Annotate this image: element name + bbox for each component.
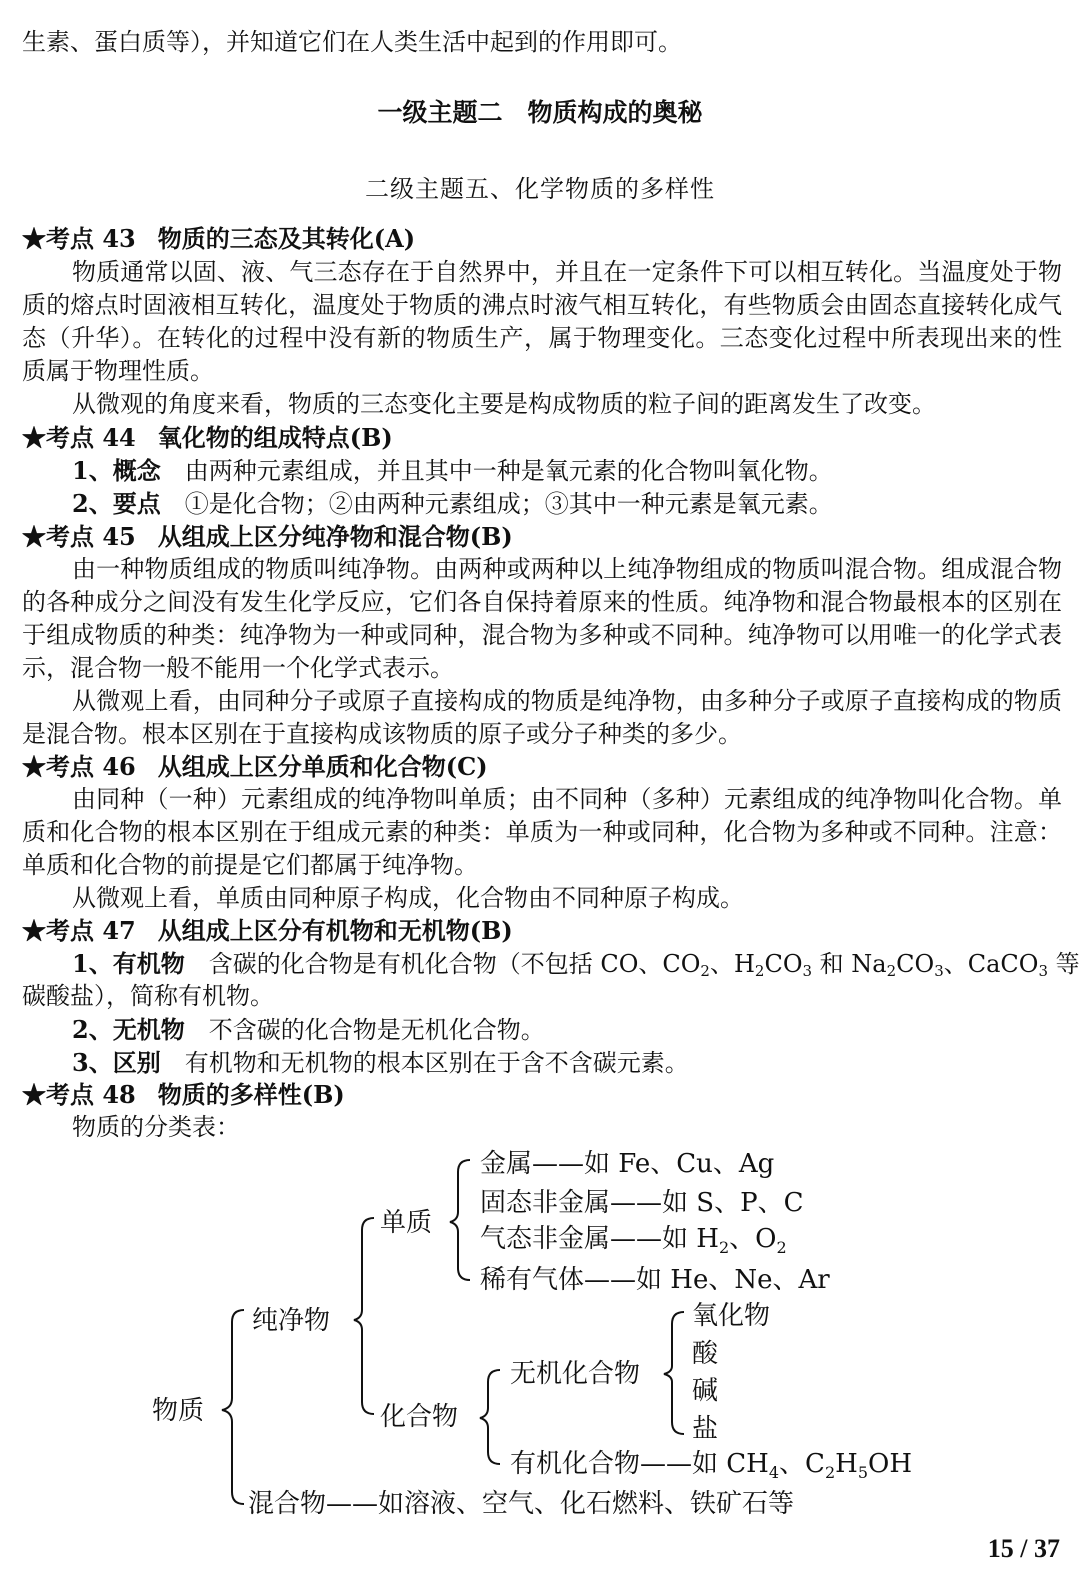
- kp47-sub: 2: [700, 962, 710, 980]
- tree-organic-c: H: [835, 1449, 858, 1479]
- kp44-item-1: [22, 454, 1080, 488]
- kp44-label: ★考点 44: [22, 423, 136, 452]
- tree-pure: 纯净物: [252, 1306, 331, 1336]
- kp47-item-3-head: 3、区别: [72, 1048, 161, 1077]
- kp43-title: 物质的三态及其转化(A): [157, 224, 416, 253]
- classification-tree: [0, 1140, 1080, 1550]
- kp46-paragraph-1: 由同种（一种）元素组成的纯净物叫单质；由不同种（多种）元素组成的纯净物叫化合物。单质和化合物的根本区别在于组成元素的种类：单质为一种或同种，化合物为多种或不同种。注意：单质和化合物的前提是它们都属于纯净物。: [22, 785, 1062, 879]
- kp47-item-2: [22, 1013, 1080, 1047]
- kp47-title: 从组成上区分有机物和无机物(B): [157, 916, 513, 945]
- tree-sub: 4: [768, 1463, 780, 1482]
- tree-metal: 金属——如 Fe、Cu、Ag: [480, 1149, 775, 1179]
- kp43-label: ★考点 43: [22, 224, 136, 253]
- kp46-label: ★考点 46: [22, 752, 136, 781]
- kp47-sub: 2: [754, 962, 765, 980]
- kp44-item-2: [22, 487, 1080, 521]
- kp47-item-1-text-f: 、CaCO: [943, 950, 1039, 978]
- kp47-item-3: [22, 1046, 1080, 1080]
- kp47-heading: [22, 914, 1062, 947]
- kp43-heading: [22, 222, 1062, 255]
- level2-title: 二级主题五、化学物质的多样性: [365, 175, 715, 203]
- kp47-item-1-head: 1、有机物: [72, 949, 185, 978]
- kp47-item-1-text-d: 和 Na: [812, 950, 887, 978]
- brace-element: [450, 1160, 470, 1280]
- tree-sub: 5: [857, 1463, 868, 1482]
- kp44-item-1-text: 由两种元素组成，并且其中一种是氧元素的化合物叫氧化物。: [184, 457, 833, 485]
- kp47-item-1-text-g: 等: [1048, 950, 1080, 978]
- kp47-item-2-text: 不含碳的化合物是无机化合物。: [208, 1016, 545, 1044]
- kp44-title: 氧化物的组成特点(B): [157, 423, 393, 452]
- kp47-item-1-text-b: 、H: [709, 950, 755, 978]
- kp43-paragraph-1: 物质通常以固、液、气三态存在于自然界中，并且在一定条件下可以相互转化。当温度处于物质的熔点时固液相互转化，温度处于物质的沸点时液气相互转化，有些物质会由固态直接转化成气态（升华）。在转化的过程中没有新的物质生产，属于物理变化。三态变化过程中所表现出来的性质属于物理性质。: [22, 258, 1062, 385]
- tree-sub: 2: [824, 1463, 836, 1482]
- kp47-sub: 3: [934, 962, 944, 980]
- kp45-heading: [22, 520, 1062, 553]
- kp47-sub: 2: [886, 962, 897, 980]
- tree-acid: 酸: [692, 1339, 719, 1369]
- tree-oxide: 氧化物: [692, 1301, 771, 1331]
- brace-pure: [354, 1218, 374, 1414]
- kp47-item-1: [22, 947, 1080, 981]
- kp48-intro: 物质的分类表：: [72, 1113, 240, 1141]
- kp44-heading: [22, 421, 1062, 454]
- kp46-heading: [22, 750, 1062, 783]
- kp44-item-2-head: 2、要点: [72, 489, 161, 518]
- tree-base: 碱: [692, 1376, 719, 1406]
- tree-compound: 化合物: [380, 1402, 459, 1432]
- kp43-paragraph-2: 从微观的角度来看，物质的三态变化主要是构成物质的粒子间的距离发生了改变。: [72, 390, 936, 418]
- kp46-title: 从组成上区分单质和化合物(C): [157, 752, 488, 781]
- tree-gas-nonmetal: [480, 1224, 787, 1257]
- tree-solid-nonmetal: 固态非金属——如 S、P、C: [480, 1188, 804, 1218]
- kp44-item-2-text: ①是化合物；②由两种元素组成；③其中一种元素是氧元素。: [184, 490, 833, 518]
- kp48-label: ★考点 48: [22, 1080, 136, 1109]
- kp47-sub: 3: [1038, 962, 1049, 980]
- kp47-item-1-text-e: CO: [896, 950, 935, 978]
- tree-organic: [510, 1449, 912, 1482]
- level1-title: 一级主题二 物质构成的奥秘: [377, 98, 703, 127]
- kp47-item-1-cont: 碳酸盐），简称有机物。: [22, 982, 274, 1010]
- tree-mixture: 混合物——如溶液、空气、化石燃料、铁矿石等: [248, 1489, 795, 1519]
- tree-sub: 2: [776, 1238, 787, 1257]
- kp47-sub: 3: [802, 962, 813, 980]
- tree-noble-gas: 稀有气体——如 He、Ne、Ar: [480, 1265, 830, 1295]
- kp47-item-1-text-a: 含碳的化合物是有机化合物（不包括 CO、CO: [208, 950, 701, 978]
- kp46-paragraph-2: 从微观上看，单质由同种原子构成，化合物由不同种原子构成。: [72, 884, 744, 912]
- tree-salt: 盐: [692, 1414, 719, 1444]
- kp48-heading: [22, 1078, 1062, 1111]
- tree-organic-a: 有机化合物——如 CH: [510, 1449, 769, 1479]
- tree-sub: 2: [718, 1238, 730, 1257]
- kp47-item-2-head: 2、无机物: [72, 1015, 185, 1044]
- tree-organic-b: 、C: [779, 1449, 825, 1479]
- tree-element: 单质: [380, 1208, 433, 1238]
- kp47-label: ★考点 47: [22, 916, 136, 945]
- tree-inorganic: 无机化合物: [510, 1359, 641, 1389]
- kp48-title: 物质的多样性(B): [157, 1080, 345, 1109]
- kp45-paragraph-2: 从微观上看，由同种分子或原子直接构成的物质是纯净物，由多种分子或原子直接构成的物质是混合物。根本区别在于直接构成该物质的原子或分子种类的多少。: [22, 687, 1062, 748]
- brace-root: [222, 1310, 244, 1504]
- brace-compound: [480, 1370, 500, 1464]
- kp45-paragraph-1: 由一种物质组成的物质叫纯净物。由两种或两种以上纯净物组成的物质叫混合物。组成混合物的各种成分之间没有发生化学反应，它们各自保持着原来的性质。纯净物和混合物最根本的区别在于组成物质的种类：纯净物为一种或同种，混合物为多种或不同种。纯净物可以用唯一的化学式表示，混合物一般不能用一个化学式表示。: [22, 555, 1062, 682]
- tree-gas-nonmetal-a: 气态非金属——如 H: [480, 1224, 719, 1254]
- kp45-title: 从组成上区分纯净物和混合物(B): [157, 522, 513, 551]
- brace-inorganic: [664, 1312, 684, 1434]
- tree-root: 物质: [152, 1396, 205, 1426]
- page-number: 15 / 37: [987, 1534, 1060, 1563]
- tree-gas-nonmetal-b: 、O: [729, 1224, 777, 1254]
- kp47-item-3-text: 有机物和无机物的根本区别在于含不含碳元素。: [184, 1049, 689, 1077]
- kp47-item-1-text-c: CO: [764, 950, 803, 978]
- kp45-label: ★考点 45: [22, 522, 136, 551]
- kp44-item-1-head: 1、概念: [72, 456, 161, 485]
- top-line: 生素、蛋白质等），并知道它们在人类生活中起到的作用即可。: [22, 28, 682, 56]
- tree-organic-d: OH: [868, 1449, 912, 1479]
